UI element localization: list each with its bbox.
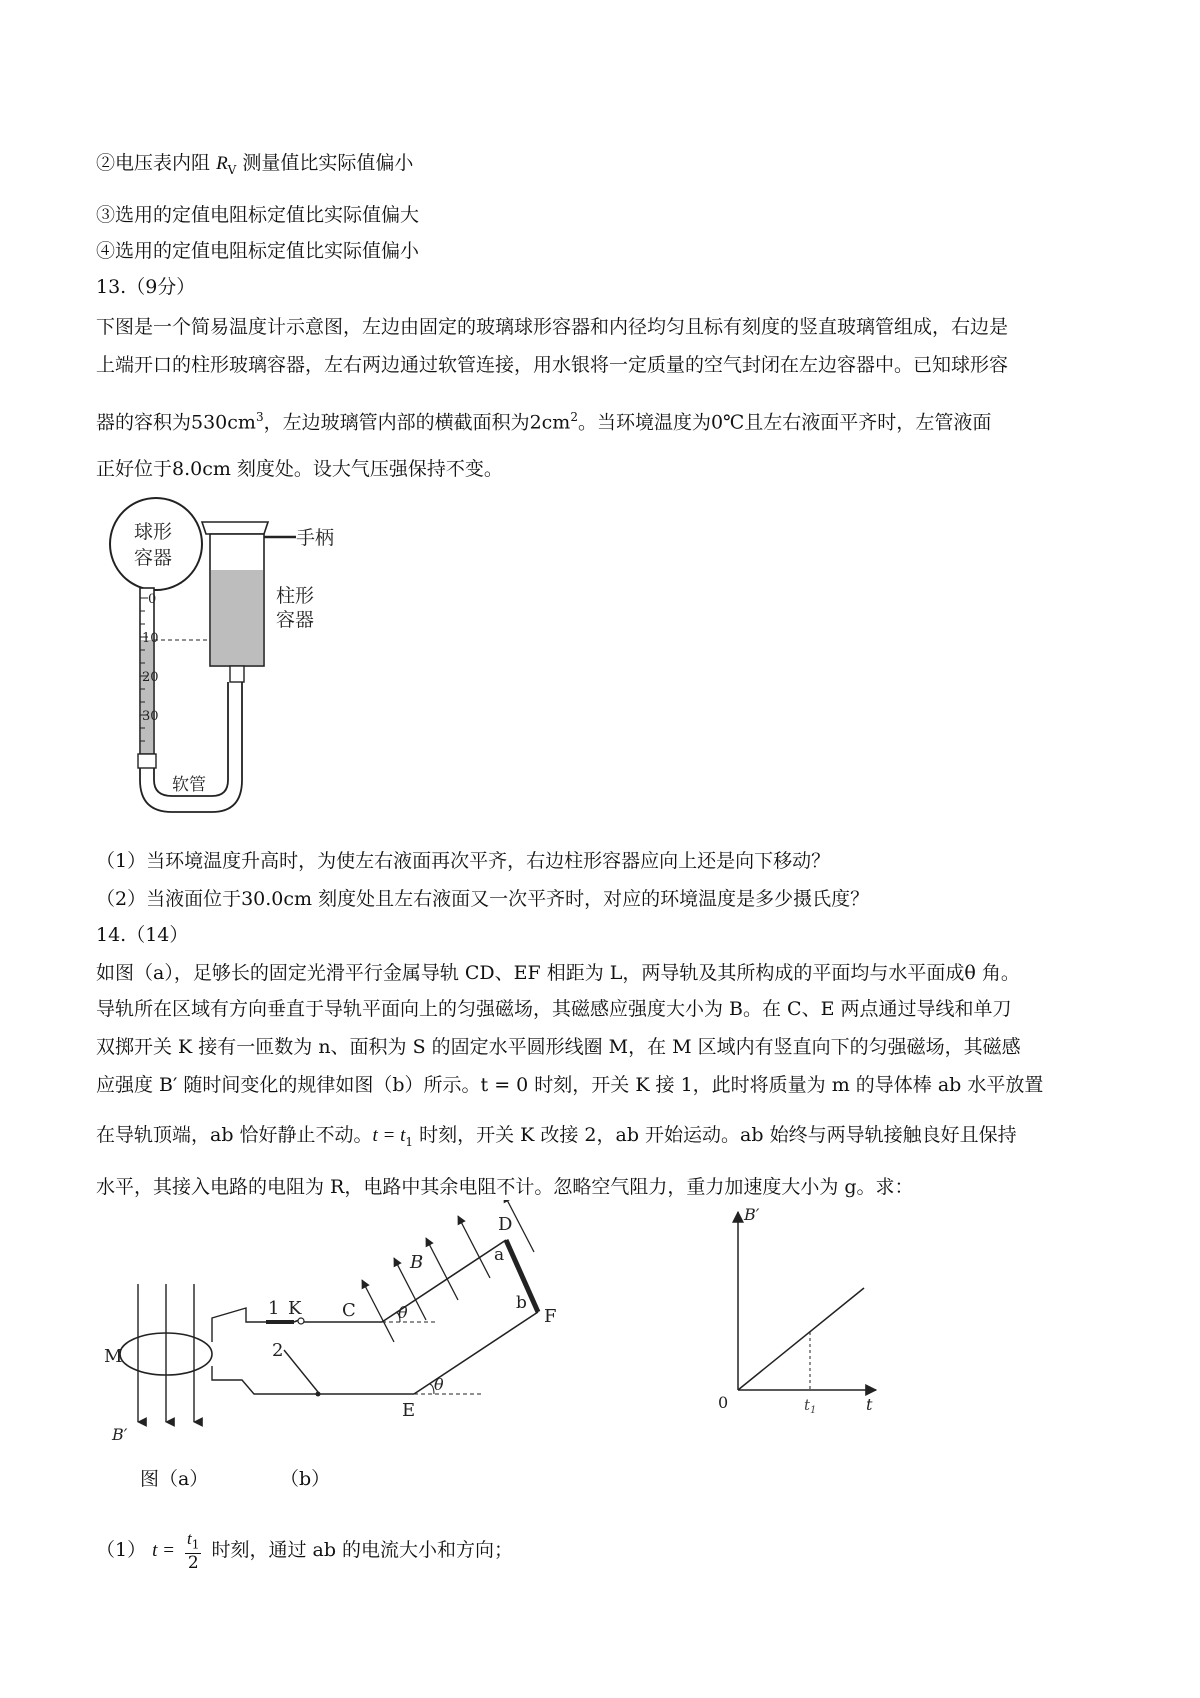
fraction-denominator: 2 <box>187 1553 199 1574</box>
label-c: C <box>342 1300 356 1321</box>
label-theta-c: θ <box>398 1303 408 1322</box>
label-b-rod: b <box>516 1293 527 1313</box>
q13-sub-2: （2）当液面位于30.0cm 刻度处且左右液面又一次平齐时，对应的环境温度是多少摄氏度？ <box>96 888 870 910</box>
t1-label: $t_1$ <box>804 1396 817 1416</box>
mercury-left <box>141 640 153 753</box>
origin-label: 0 <box>718 1393 729 1412</box>
switch-2-junction <box>316 1392 321 1397</box>
q14-sub-1-text: 时刻，通过 ab 的电流大小和方向； <box>211 1539 514 1562</box>
scale-label-10: 10 <box>142 631 159 646</box>
label-b-prime: B′ <box>112 1425 128 1444</box>
bulb-label-2: 容器 <box>134 547 173 569</box>
b-prime-axis-label: B′ <box>744 1205 760 1224</box>
q13-line-4: 正好位于8.0cm 刻度处。设大气压强保持不变。 <box>96 458 503 480</box>
label-f: F <box>544 1306 557 1327</box>
option-4: ④选用的定值电阻标定值比实际值偏小 <box>96 240 420 262</box>
label-1: 1 <box>268 1298 280 1319</box>
q14-time-sub: 1 <box>405 1134 414 1149</box>
q13-volume: 器的容积为530cm <box>96 411 256 434</box>
q13-line-2: 上端开口的柱形玻璃容器，左右两边通过软管连接，用水银将一定质量的空气封闭在左边容器中。已知球形容 <box>96 354 1009 376</box>
q13-area-exp: 2 <box>570 410 578 424</box>
b-prime-line <box>738 1288 864 1390</box>
option-3: ③选用的定值电阻标定值比实际值偏大 <box>96 204 420 226</box>
q13-line-3 <box>96 404 991 435</box>
q14-line-1: 如图（a），足够长的固定光滑平行金属导轨 CD、EF 相距为 L，两导轨及其所构成的平面均与水平面成θ 角。 <box>96 962 1020 984</box>
caption-b: （b） <box>280 1468 331 1490</box>
q14-line-3: 双掷开关 K 接有一匝数为 n、面积为 S 的固定水平圆形线圈 M，在 M 区域内有竖直向下的匀强磁场，其磁感 <box>96 1036 1021 1058</box>
glass-bulb <box>110 498 202 590</box>
cylinder-label-2: 容器 <box>276 609 315 631</box>
option-2-subscript: V <box>227 162 237 177</box>
q14-sub-1 <box>96 1530 513 1572</box>
q13-number: 13.（9分） <box>96 276 196 298</box>
fraction-numerator: t <box>187 1529 192 1548</box>
fraction-numerator-sub: 1 <box>191 1537 200 1552</box>
q13-volume-exp: 3 <box>255 410 264 424</box>
q14-line-2: 导轨所在区域有方向垂直于导轨平面向上的匀强磁场，其磁感应强度大小为 B。在 C、E 两点通过导线和单刀 <box>96 998 1012 1020</box>
cylinder-rim <box>202 522 268 534</box>
label-theta-e: θ <box>434 1375 444 1394</box>
b-prime-field-lines <box>138 1284 194 1422</box>
label-e: E <box>402 1400 416 1421</box>
label-m: M <box>104 1346 123 1367</box>
thermometer-figure <box>96 490 396 830</box>
q13-line-1: 下图是一个简易温度计示意图，左边由固定的玻璃球形容器和内径均匀且标有刻度的竖直玻璃管组成，右边是 <box>96 316 1009 338</box>
q13-sub-1: （1）当环境温度升高时，为使左右液面再次平齐，右边柱形容器应向上还是向下移动？ <box>96 850 831 872</box>
q14-line-4: 应强度 B′ 随时间变化的规律如图（b）所示。t = 0 时刻，开关 K 接 1，此时将质量为 m 的导体棒 ab 水平放置 <box>96 1074 1044 1096</box>
label-2: 2 <box>272 1340 284 1361</box>
upper-wire <box>212 1308 266 1342</box>
cylinder-label-1: 柱形 <box>276 585 315 607</box>
label-k: K <box>288 1298 302 1319</box>
option-2-variable: R <box>216 153 228 174</box>
label-a: a <box>494 1245 505 1265</box>
figure-b <box>700 1200 940 1420</box>
tube-connector <box>138 754 156 768</box>
t-axis-label: t <box>866 1395 873 1414</box>
mercury-right <box>211 570 263 665</box>
q14-line-5 <box>96 1122 1017 1155</box>
caption-a: 图（a） <box>140 1468 209 1490</box>
q14-sub-1-fraction <box>185 1530 201 1572</box>
q14-line-5-a: 在导轨顶端，ab 恰好静止不动。 <box>96 1124 373 1146</box>
option-2 <box>96 150 413 183</box>
q14-number: 14.（14） <box>96 924 189 946</box>
switch-contact-2 <box>284 1350 318 1392</box>
q13-area: ，左边玻璃管内部的横截面积为2cm <box>263 411 571 434</box>
figure-a <box>96 1200 656 1460</box>
rail-ef <box>414 1312 538 1394</box>
handle-label: 手柄 <box>296 527 335 549</box>
q14-line-6: 水平，其接入电路的电阻为 R，电路中其余电阻不计。忽略空气阻力，重力加速度大小为 g。求： <box>96 1176 914 1198</box>
bulb-label-1: 球形 <box>134 521 173 543</box>
label-b-field: B <box>410 1252 424 1273</box>
scale-label-20: 20 <box>142 670 159 685</box>
hose-label: 软管 <box>172 775 206 795</box>
scale-label-30: 30 <box>142 709 159 724</box>
q14-time: t = t <box>372 1125 406 1146</box>
option-2-suffix: 测量值比实际值偏小 <box>242 152 414 174</box>
lower-wire <box>212 1366 414 1394</box>
q14-sub-1-number: （1） <box>96 1539 147 1562</box>
q14-sub-1-t: t = <box>152 1540 175 1562</box>
cylinder-outlet <box>230 666 244 682</box>
label-d: D <box>498 1214 513 1235</box>
scale-label-0: 0 <box>148 592 157 607</box>
option-2-prefix: ②电压表内阻 <box>96 152 211 174</box>
q13-condition: 。当环境温度为0℃且左右液面平齐时，左管液面 <box>577 411 992 434</box>
q14-line-5-b: 时刻，开关 K 改接 2，ab 开始运动。ab 始终与两导轨接触良好且保持 <box>413 1124 1017 1146</box>
